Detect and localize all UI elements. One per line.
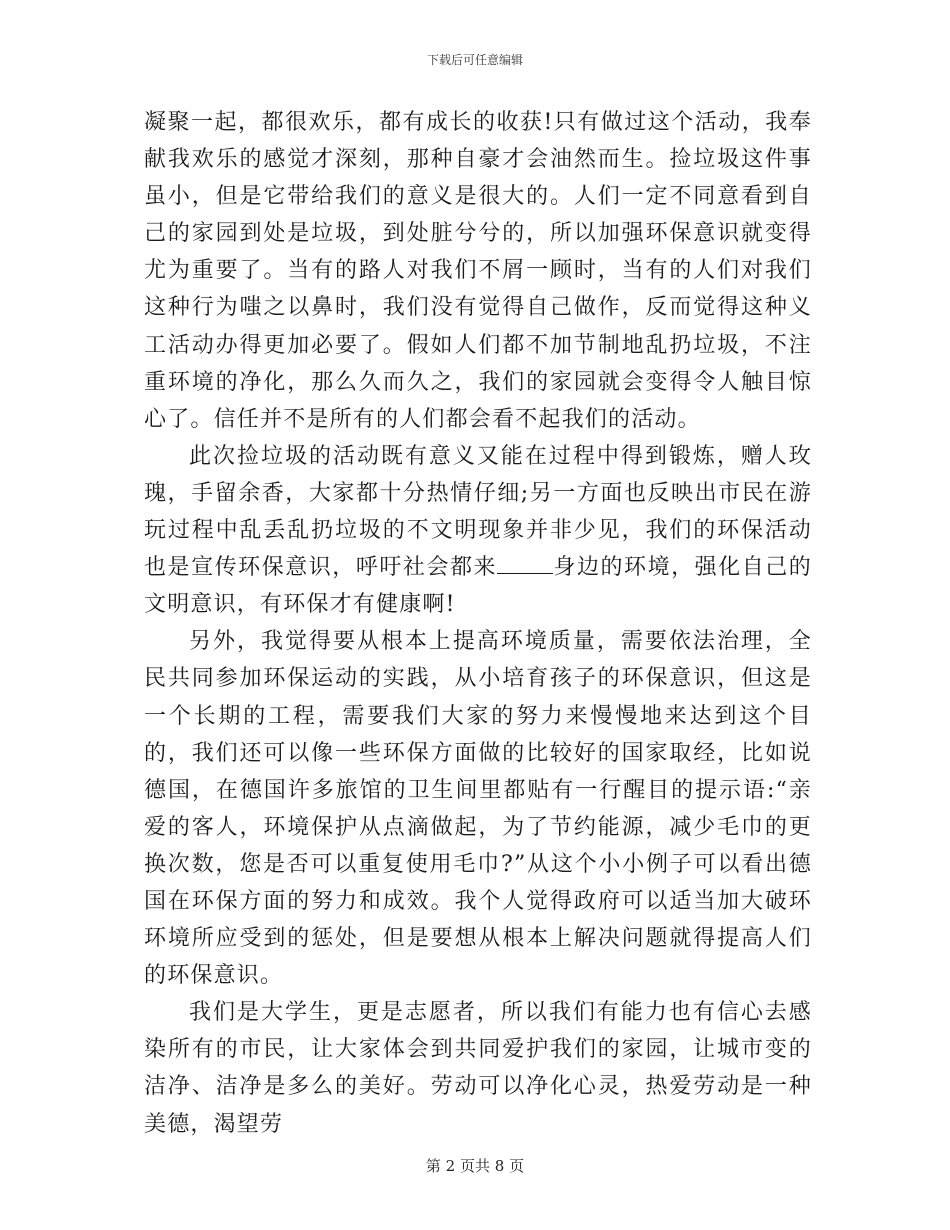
paragraph-activity-meaning xyxy=(144,438,812,623)
paragraph-text-before-blank: 此次捡垃圾的活动既有意义又能在过程中得到锻炼，赠人玫瑰，手留余香，大家都十分热情仔细;另一方面也反映出市民在游玩过程中乱丢乱扔垃圾的不文明现象并非少见，我们的环保活动也是宣传环保意识，呼吁社会都来 xyxy=(144,443,812,581)
paragraph-volunteers: 我们是大学生，更是志愿者，所以我们有能力也有信心去感染所有的市民，让大家体会到共同爱护我们的家园，让城市变的洁净、洁净是多么的美好。劳动可以净化心灵，热爱劳动是一种美德，渴望劳 xyxy=(144,1000,812,1137)
paragraph-environment-quality: 另外，我觉得要从根本上提高环境质量，需要依法治理，全民共同参加环保运动的实践，从小培育孩子的环保意识，但这是一个长期的工程，需要我们大家的努力来慢慢地来达到这个目的，我们还可以像一些环保方面做的比较好的国家取经，比如说德国，在德国许多旅馆的卫生间里都贴有一行醒目的提示语:“亲爱的客人，环境保护从点滴做起，为了节约能源，减少毛巾的更换次数，您是否可以重复使用毛巾?”从这个小小例子可以看出德国在环保方面的努力和成效。我个人觉得政府可以适当加大破环环境所应受到的惩处，但是要想从根本上解决问题就得提高人们的环保意识。 xyxy=(144,629,812,989)
page-header-note: 下载后可任意编辑 xyxy=(426,53,523,67)
document-body xyxy=(144,104,812,1143)
fill-in-blank xyxy=(497,555,553,574)
paragraph-continuation: 凝聚一起，都很欢乐，都有成长的收获!只有做过这个活动，我奉献我欢乐的感觉才深刻，那种自豪才会油然而生。捡垃圾这件事虽小，但是它带给我们的意义是很大的。人们一定不同意看到自己的家园到处是垃圾，到处脏兮兮的，所以加强环保意识就变得尤为重要了。当有的路人对我们不屑一顾时，当有的人们对我们这种行为嗤之以鼻时，我们没有觉得自己做作，反而觉得这种义工活动办得更加必要了。假如人们都不加节制地乱扔垃圾，不注重环境的净化，那么久而久之，我们的家园就会变得令人触目惊心了。信任并不是所有的人们都会看不起我们的活动。 xyxy=(144,110,812,432)
paragraph-text-after-blank: 身边的环境，强化自己的文明意识，有环保才有健康啊! xyxy=(144,555,812,618)
page-number: 第 2 页共 8 页 xyxy=(425,1157,525,1175)
